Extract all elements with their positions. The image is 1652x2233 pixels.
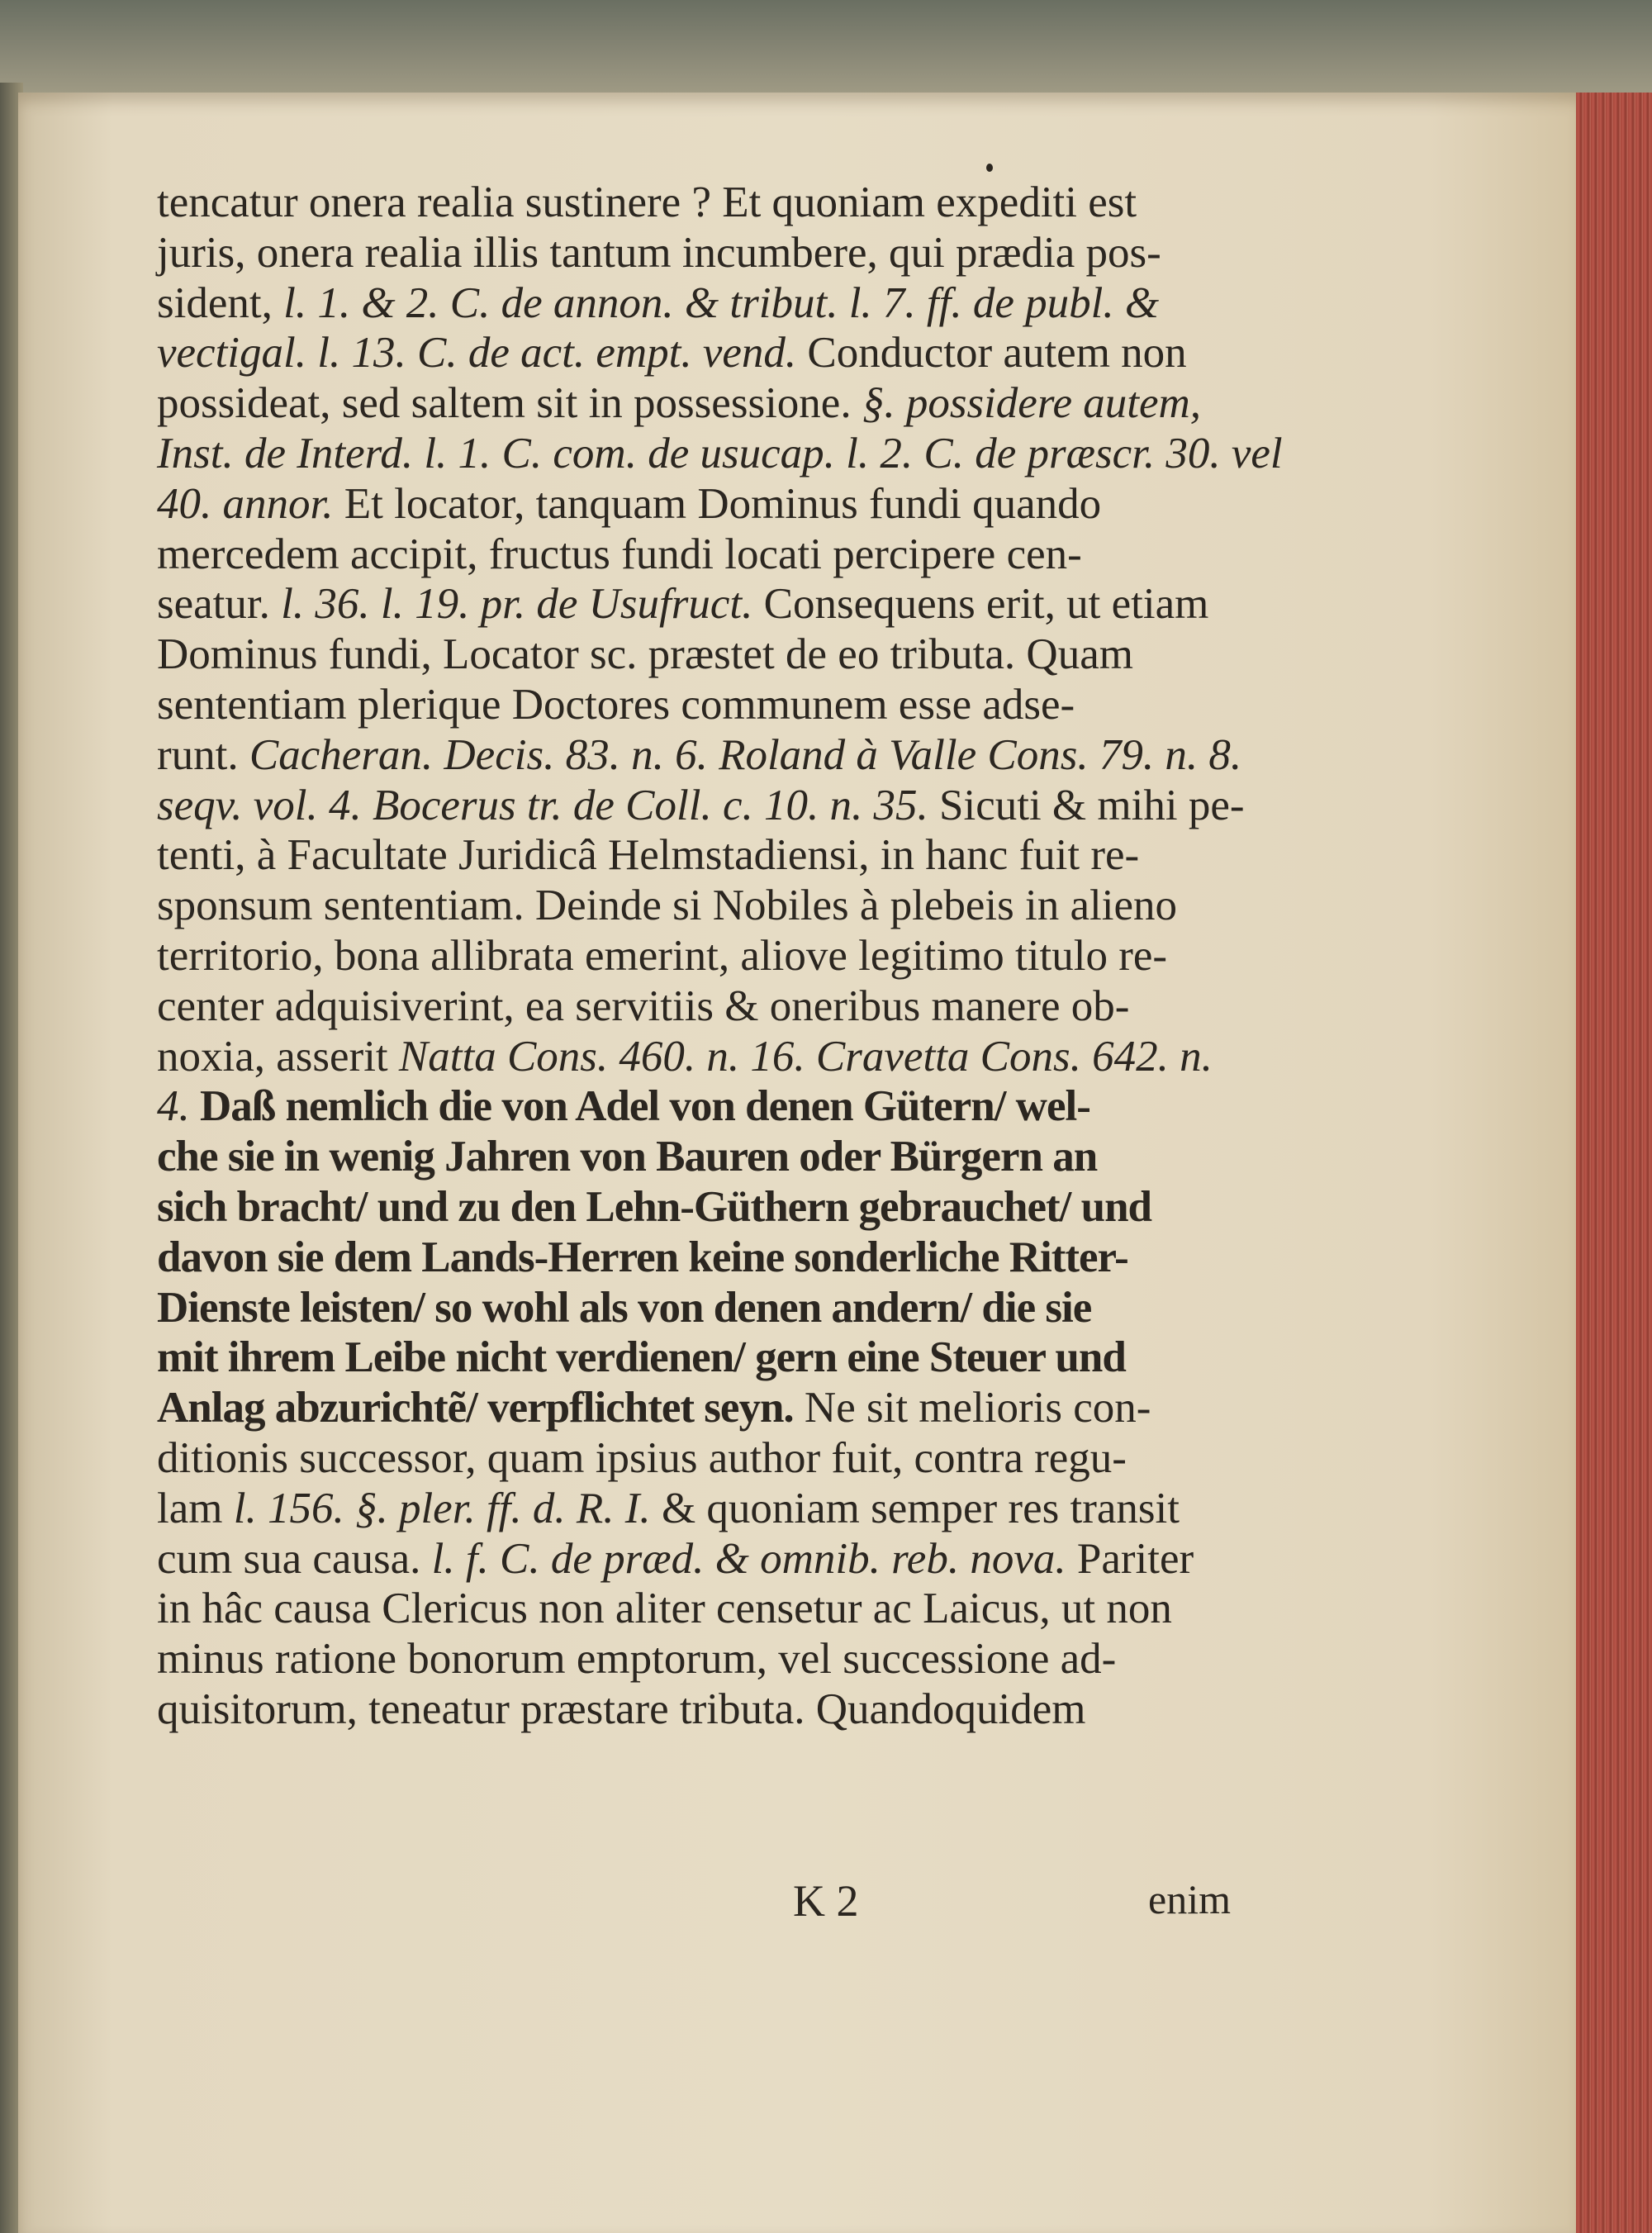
text-line (157, 429, 1283, 479)
latin-text: seatur. (157, 580, 282, 629)
citation-text: l. 156. §. pler. ff. d. R. I. (233, 1484, 651, 1532)
text-line (157, 1032, 1247, 1082)
german-text: Anlag abzurichtẽ/ verpflichtet seyn. (157, 1384, 794, 1432)
latin-text: Ne sit melioris con- (793, 1384, 1151, 1432)
german-text: sich bracht/ und zu den Lehn-Güthern gebrauchet/ und (157, 1182, 1152, 1231)
citation-text: Cacheran. Decis. 83. n. 6. Roland à Valle Cons. 79. n. 8. (249, 730, 1242, 779)
citation-text: l. 36. l. 19. pr. de Usufruct. (281, 580, 753, 629)
latin-text: minus ratione bonorum emptorum, vel successione ad- (157, 1635, 1117, 1684)
text-line (157, 479, 1247, 530)
text-line (157, 981, 1247, 1032)
text-line (157, 1534, 1247, 1584)
latin-text: Sicuti & mihi pe- (928, 781, 1245, 829)
text-line (157, 630, 1247, 680)
citation-text: §. possidere autem, (862, 379, 1202, 428)
german-text: Dienste leisten/ so wohl als von denen andern/ die sie (157, 1283, 1092, 1332)
text-line (157, 1283, 1247, 1333)
latin-text: center adquisiverint, ea servitiis & oneribus manere ob- (157, 981, 1130, 1030)
citation-text: Inst. de Interd. l. 1. C. com. de usucap. l. 2. C. de præscr. 30. vel (157, 429, 1283, 477)
latin-text: in hâc causa Clericus non aliter censetur ac Laicus, ut non (157, 1584, 1172, 1633)
latin-text: juris, onera realia illis tantum incumbere, qui prædia pos- (157, 228, 1161, 277)
latin-text: lam (157, 1484, 234, 1532)
text-line (157, 378, 1247, 429)
latin-text: sident, (157, 278, 284, 327)
text-line (157, 1584, 1247, 1634)
latin-text: Consequens erit, ut etiam (752, 580, 1209, 629)
citation-text: 4. (157, 1082, 190, 1131)
latin-text: quisitorum, teneatur præstare tributa. Quandoquidem (157, 1684, 1086, 1733)
latin-text: territorio, bona allibrata emerint, aliove legitimo titulo re- (157, 931, 1168, 980)
latin-text: Et locator, tanquam Dominus fundi quando (333, 479, 1102, 528)
text-line (157, 178, 1247, 228)
text-line (157, 1132, 1247, 1182)
text-line (157, 680, 1247, 730)
latin-text: runt. (157, 730, 249, 779)
text-line (157, 931, 1247, 981)
citation-text: vectigal. l. 13. C. de act. empt. vend. (157, 329, 797, 378)
latin-text: & quoniam semper res transit (650, 1484, 1180, 1532)
latin-text: tenti, à Facultate Juridicâ Helmstadiensi, in hanc fuit re- (157, 831, 1140, 880)
citation-text: seqv. vol. 4. Bocerus tr. de Coll. c. 10. n. 35. (157, 781, 928, 829)
german-text: Daß nemlich die von Adel von denen Gütern/ wel- (189, 1082, 1090, 1131)
text-line (157, 228, 1247, 278)
catchword: enim (1148, 1876, 1231, 1922)
text-line (157, 781, 1247, 831)
latin-text: cum sua causa. (157, 1534, 432, 1583)
top-binding-strip (0, 0, 1652, 99)
text-line (157, 1684, 1247, 1735)
signature-mark: K 2 (793, 1876, 859, 1926)
text-line (157, 1383, 1247, 1433)
latin-text: Conductor autem non (796, 329, 1187, 378)
text-line (157, 328, 1247, 378)
text-line (157, 530, 1247, 580)
citation-text: 40. annor. (157, 479, 334, 528)
text-line (157, 1433, 1247, 1484)
text-line (157, 730, 1247, 781)
latin-text: tencatur onera realia sustinere ? Et quoniam expediti est (157, 178, 1137, 226)
german-text: davon sie dem Lands-Herren keine sonderliche Ritter- (157, 1233, 1128, 1281)
citation-text: l. 1. & 2. C. de annon. & tribut. l. 7. ff. de publ. & (283, 278, 1160, 327)
latin-text: sponsum sententiam. Deinde si Nobiles à plebeis in alieno (157, 881, 1177, 930)
red-fore-edge (1576, 93, 1652, 2233)
german-text: mit ihrem Leibe nicht verdienen/ gern eine Steuer und (157, 1333, 1126, 1382)
text-line (157, 1634, 1247, 1684)
german-text: che sie in wenig Jahren von Bauren oder Bürgern an (157, 1133, 1098, 1181)
latin-text: Dominus fundi, Locator sc. præstet de eo tributa. Quam (157, 630, 1133, 679)
latin-text: possideat, sed saltem sit in possessione. (157, 379, 862, 428)
text-line (157, 278, 1247, 329)
latin-text: ditionis successor, quam ipsius author fuit, contra regu- (157, 1433, 1127, 1482)
body-text (157, 178, 1283, 1735)
text-line (157, 1333, 1247, 1383)
latin-text: noxia, asserit (157, 1032, 399, 1081)
latin-text: Pariter (1066, 1534, 1194, 1583)
text-line (157, 1081, 1247, 1132)
latin-text: mercedem accipit, fructus fundi locati percipere cen- (157, 530, 1082, 578)
text-line (157, 881, 1247, 931)
text-line (157, 1484, 1247, 1534)
text-line (157, 1182, 1247, 1233)
text-line (157, 579, 1247, 630)
citation-text: l. f. C. de præd. & omnib. reb. nova. (431, 1534, 1066, 1583)
latin-text: sententiam plerique Doctores communem esse adse- (157, 680, 1075, 729)
citation-text: Natta Cons. 460. n. 16. Cravetta Cons. 642. n. (398, 1032, 1213, 1081)
text-line (157, 830, 1247, 881)
ink-dot (986, 164, 993, 172)
text-line (157, 1233, 1247, 1283)
